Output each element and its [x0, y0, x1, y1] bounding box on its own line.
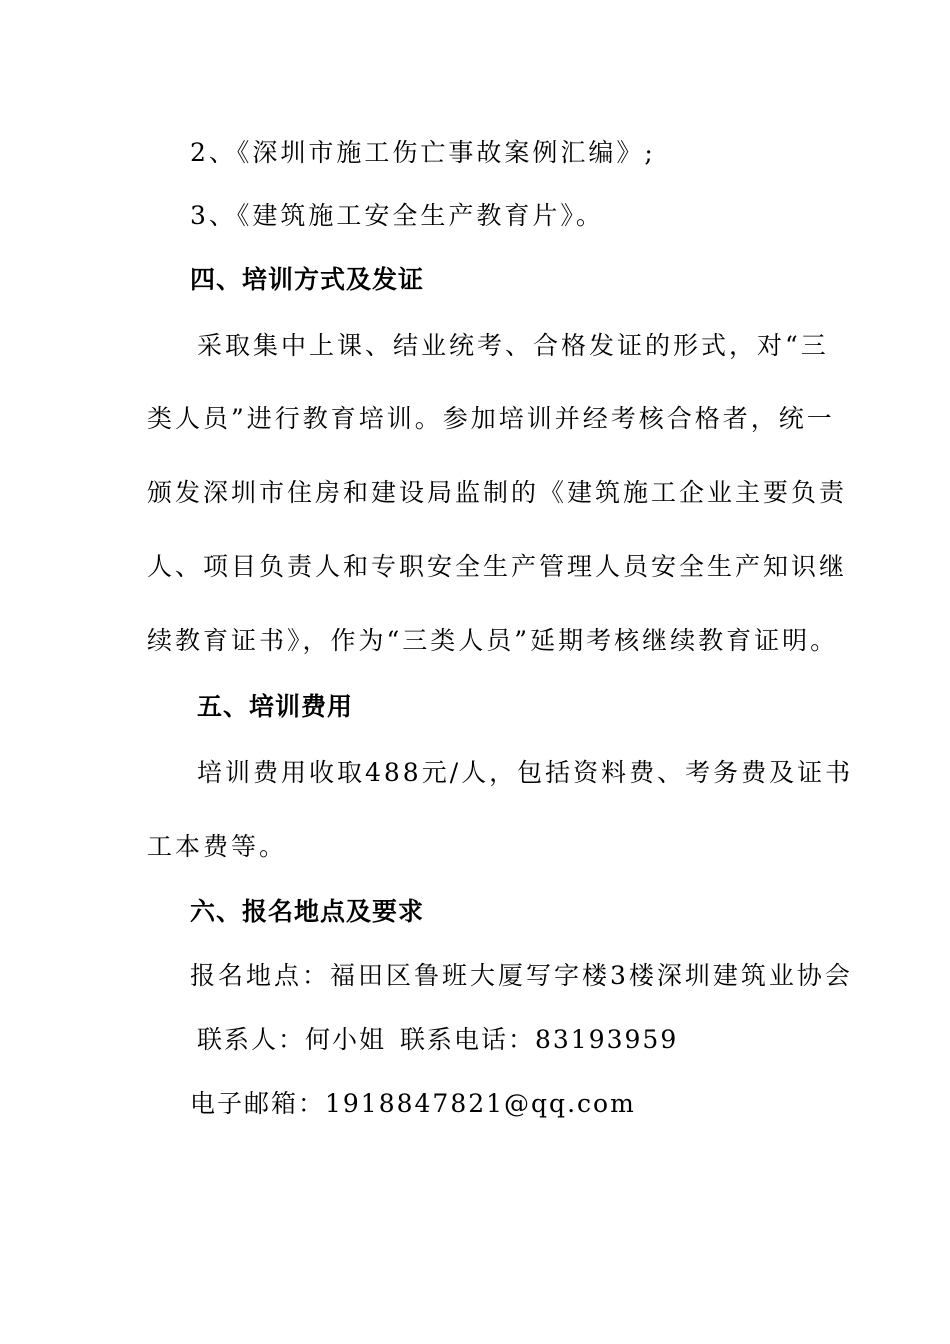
paragraph-line: 人、项目负责人和专职安全生产管理人员安全生产知识继 [147, 552, 848, 581]
paragraph-line: 类人员”进行教育培训。参加培训并经考核合格者，统一 [147, 404, 835, 433]
paragraph-line: 培训费用收取488元/人，包括资料费、考务费及证书 [197, 758, 854, 787]
section-heading-registration: 六、报名地点及要求 [190, 897, 425, 926]
section-heading-training-fee: 五、培训费用 [197, 692, 354, 721]
contact-phone: 联系电话：83193959 [400, 1025, 679, 1054]
registration-location: 报名地点：福田区鲁班大厦写字楼3楼深圳建筑业协会 [190, 961, 853, 990]
section-heading-training-method: 四、培训方式及发证 [190, 265, 425, 294]
material-item-3: 3、《建筑施工安全生产教育片》。 [190, 201, 604, 230]
paragraph-line: 工本费等。 [147, 832, 288, 861]
contact-email: 电子邮箱：1918847821@qq.com [190, 1089, 636, 1118]
paragraph-line: 采取集中上课、结业统考、合格发证的形式，对“三 [197, 331, 829, 360]
material-item-2: 2、《深圳市施工伤亡事故案例汇编》; [190, 138, 656, 167]
paragraph-line: 续教育证书》，作为“三类人员”延期考核继续教育证明。 [147, 626, 839, 655]
contact-person: 联系人：何小姐 [197, 1025, 387, 1054]
paragraph-line: 颁发深圳市住房和建设局监制的《建筑施工企业主要负责 [147, 478, 848, 507]
